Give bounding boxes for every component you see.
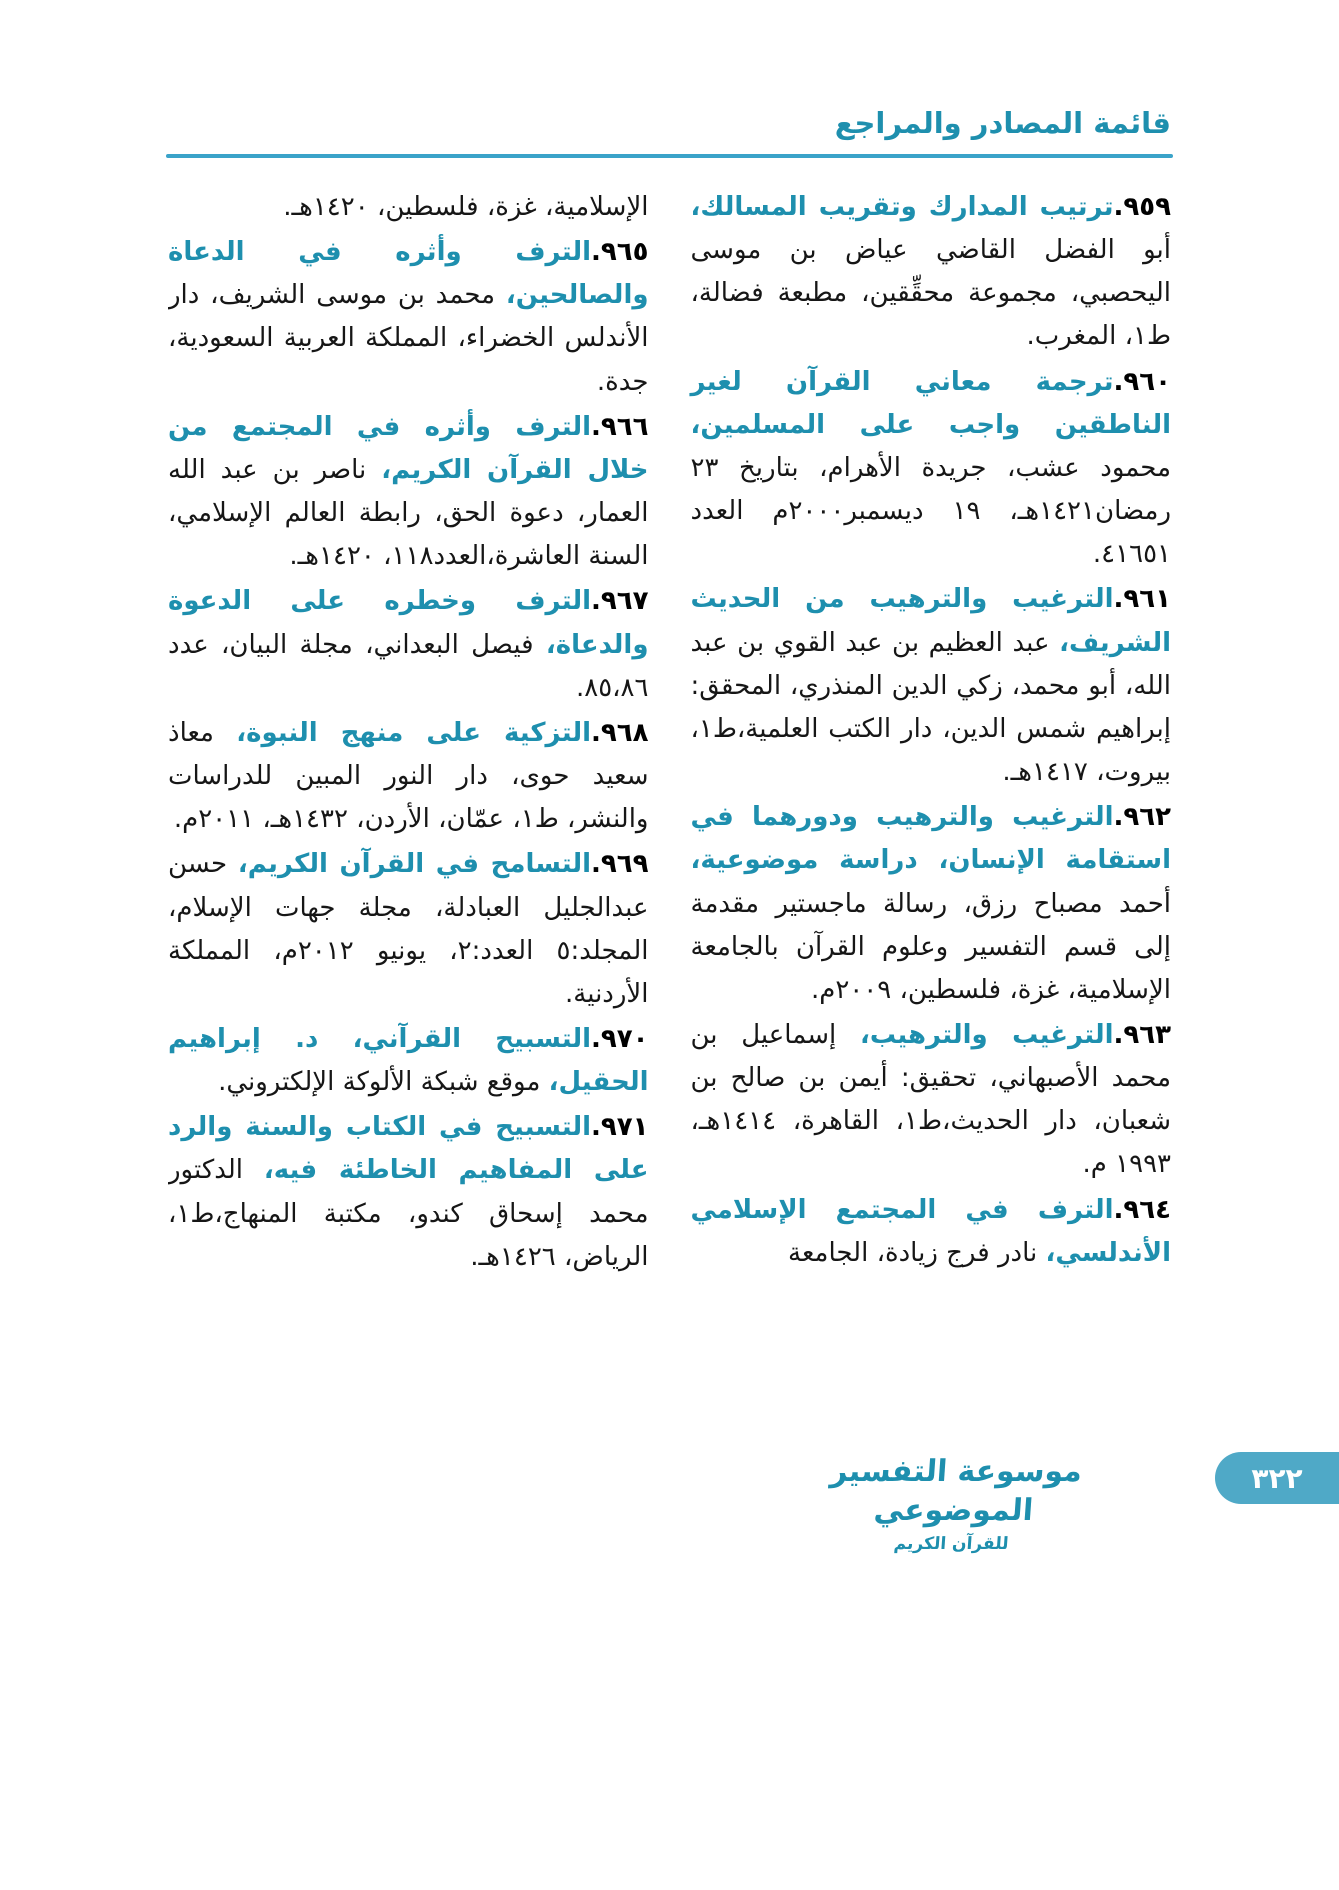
- entry-text: فيصل البعداني، مجلة البيان، عدد ٨٥،٨٦.: [168, 629, 649, 703]
- entry-title: الترغيب والترهيب ودورهما في استقامة الإنسان، دراسة موضوعية،: [690, 802, 1171, 876]
- entry-text: موقع شبكة الألوكة الإلكتروني.: [218, 1067, 541, 1098]
- entry-text: الإسلامية، غزة، فلسطين، ١٤٢٠هـ.: [283, 192, 649, 222]
- entry-title: الترف في المجتمع الإسلامي الأندلسي،: [690, 1194, 1171, 1268]
- column-right: [691, 186, 1172, 1454]
- entry-title: التسبيح القرآني، د. إبراهيم الحقيل،: [168, 1023, 649, 1098]
- entry-number: ٩٦٩.: [591, 849, 649, 880]
- entry-title: الترغيب والترهيب،: [859, 1019, 1114, 1050]
- entry-text: الدكتور محمد إسحاق كندو، مكتبة المنهاج،ط١، الرياض، ١٤٢٦هـ.: [168, 1155, 649, 1272]
- reference-entry: [168, 843, 649, 1016]
- entry-number: ٩٦٨.: [591, 717, 649, 748]
- page-number-badge: [1215, 1452, 1339, 1504]
- entry-text: محمد بن موسى الشريف، دار الأندلس الخضراء، المملكة العربية السعودية، جدة.: [168, 280, 649, 397]
- entry-title: التسبيح في الكتاب والسنة والرد على المفاهيم الخاطئة فيه،: [168, 1112, 649, 1186]
- entry-number: ٩٦٣.: [1113, 1019, 1171, 1050]
- entry-number: ٩٦٥.: [591, 237, 649, 268]
- entry-title: الترف وخطره على الدعوة والدعاة،: [168, 586, 649, 660]
- entry-text: معاذ سعيد حوى، دار النور المبين للدراسات والنشر، ط١، عمّان، الأردن، ١٤٣٢هـ، ٢٠١١م.: [168, 717, 649, 835]
- reference-entry: [168, 580, 649, 709]
- entry-number: ٩٦٧.: [591, 586, 649, 617]
- entry-title: الترغيب والترهيب من الحديث الشريف،: [690, 584, 1171, 658]
- entry-continuation-text: [168, 186, 649, 229]
- publisher-logo: [815, 1452, 1092, 1554]
- publisher-logo-text: موسوعة التفسير الموضوعي: [829, 1454, 1084, 1528]
- references-list: [168, 186, 1171, 1454]
- entry-number: ٩٦٠.: [1113, 366, 1171, 397]
- reference-entry: [691, 361, 1172, 577]
- reference-entry: [168, 406, 649, 579]
- reference-entry: [168, 1018, 649, 1104]
- entry-number: ٩٦٦.: [591, 411, 649, 442]
- column-left: [168, 186, 649, 1454]
- header-divider: [166, 154, 1173, 158]
- entry-number: ٩٦٤.: [1113, 1194, 1171, 1225]
- reference-entry: [168, 231, 649, 404]
- entry-title: الترف وأثره في المجتمع من خلال القرآن الكريم،: [168, 411, 649, 485]
- publisher-logo-subtext: للقرآن الكريم: [893, 1534, 1010, 1554]
- entry-text: نادر فرج زيادة، الجامعة: [788, 1237, 1038, 1268]
- entry-text: إسماعيل بن محمد الأصبهاني، تحقيق: أيمن بن صالح بن شعبان، دار الحديث،ط١، القاهرة، ١٤١٤هـ، ١٩٩٣ م.: [690, 1019, 1171, 1180]
- entry-number: ٩٧٠.: [591, 1023, 649, 1054]
- entry-title: التسامح في القرآن الكريم،: [237, 849, 591, 880]
- entry-text: أبو الفضل القاضي عياض بن موسى اليحصبي، مجموعة محقِّقين، مطبعة فضالة، ط١، المغرب.: [690, 235, 1171, 352]
- entry-text: حسن عبدالجليل العبادلة، مجلة جهات الإسلام، المجلد:٥ العدد:٢، يونيو ٢٠١٢م، المملكة الأردنية.: [168, 849, 649, 1009]
- reference-entry: [168, 1106, 649, 1279]
- entry-title: ترجمة معاني القرآن لغير الناطقين واجب على المسلمين،: [690, 366, 1171, 440]
- page-number: ٣٢٢: [1251, 1461, 1303, 1495]
- entry-text: ناصر بن عبد الله العمار، دعوة الحق، رابطة العالم الإسلامي، السنة العاشرة،العدد١١٨، ١٤٢٠هـ.: [168, 454, 649, 572]
- reference-entry: [691, 1189, 1172, 1275]
- entry-title: التزكية على منهج النبوة،: [236, 717, 592, 748]
- entry-text: أحمد مصباح رزق، رسالة ماجستير مقدمة إلى قسم التفسير وعلوم القرآن بالجامعة الإسلامية، غزة، فلسطين، ٢٠٠٩م.: [690, 888, 1171, 1005]
- entry-number: ٩٦١.: [1113, 584, 1171, 615]
- reference-entry: [691, 1014, 1172, 1187]
- entry-text: عبد العظيم بن عبد القوي بن عبد الله، أبو محمد، زكي الدين المنذري، المحقق: إبراهيم شمس الدين، دار الكتب العلمية،ط١، بيروت، ١٤١٧هـ.: [690, 627, 1171, 788]
- entry-number: ٩٦٢.: [1113, 802, 1171, 833]
- entry-title: ترتيب المدارك وتقريب المسالك،: [690, 192, 1114, 222]
- entry-text: محمود عشب، جريدة الأهرام، بتاريخ ٢٣ رمضان١٤٢١هـ، ١٩ ديسمبر٢٠٠٠م العدد ٤١٦٥١.: [690, 452, 1171, 570]
- entry-number: ٩٧١.: [591, 1112, 649, 1143]
- reference-entry: [168, 712, 649, 841]
- reference-entry: [691, 186, 1172, 359]
- entry-number: ٩٥٩.: [1113, 192, 1171, 222]
- reference-entry: [691, 796, 1172, 1012]
- reference-entry: [691, 578, 1172, 794]
- entry-title: الترف وأثره في الدعاة والصالحين،: [168, 237, 649, 311]
- page-title: قائمة المصادر والمراجع: [834, 106, 1171, 140]
